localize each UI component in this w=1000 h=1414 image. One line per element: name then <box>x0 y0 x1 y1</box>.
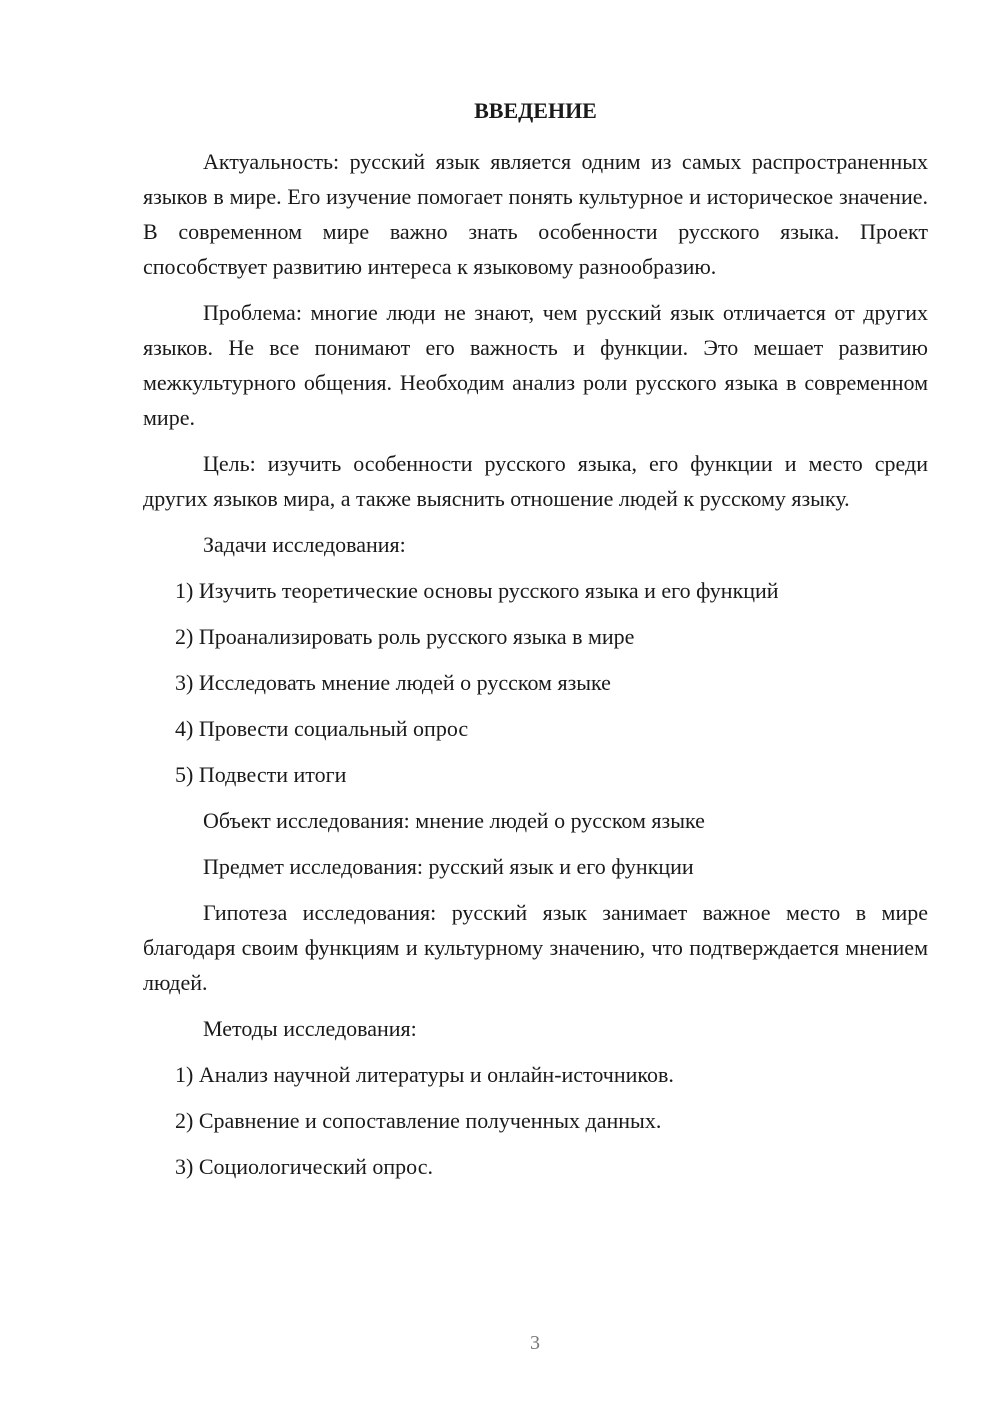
relevance-paragraph: Актуальность: русский язык является одним из самых распространенных языков в мире. Его изучение помогает понять культурное и историческое значение. В современном мире важно знать особенности русского языка. Проект способствует развитию интереса к языковому разнообразию. <box>143 149 928 279</box>
page-number: 3 <box>530 1332 540 1354</box>
method-item: 3) Социологический опрос. <box>175 1154 433 1179</box>
research-object: Объект исследования: мнение людей о русском языке <box>203 808 705 833</box>
methods-label: Методы исследования: <box>203 1016 417 1041</box>
task-item: 5) Подвести итоги <box>175 762 347 787</box>
task-item: 2) Проанализировать роль русского языка в мире <box>175 624 635 649</box>
goal-paragraph: Цель: изучить особенности русского языка, его функции и место среди других языков мира, а также выяснить отношение людей к русскому языку. <box>143 451 928 511</box>
task-item: 4) Провести социальный опрос <box>175 716 469 741</box>
hypothesis-paragraph: Гипотеза исследования: русский язык занимает важное место в мире благодаря своим функциям и культурному значению, что подтверждается мнением людей. <box>143 900 928 995</box>
page-content <box>143 96 928 1195</box>
section-heading: ВВЕДЕНИЕ <box>474 98 597 123</box>
tasks-label: Задачи исследования: <box>203 532 406 557</box>
task-item: 1) Изучить теоретические основы русского языка и его функций <box>175 578 779 603</box>
research-subject: Предмет исследования: русский язык и его функции <box>203 854 694 879</box>
method-item: 1) Анализ научной литературы и онлайн-источников. <box>175 1062 674 1087</box>
method-item: 2) Сравнение и сопоставление полученных данных. <box>175 1108 662 1133</box>
task-item: 3) Исследовать мнение людей о русском языке <box>175 670 611 695</box>
problem-paragraph: Проблема: многие люди не знают, чем русский язык отличается от других языков. Не все понимают его важность и функции. Это мешает развитию межкультурного общения. Необходим анализ роли русского языка в современном мире. <box>143 300 928 430</box>
